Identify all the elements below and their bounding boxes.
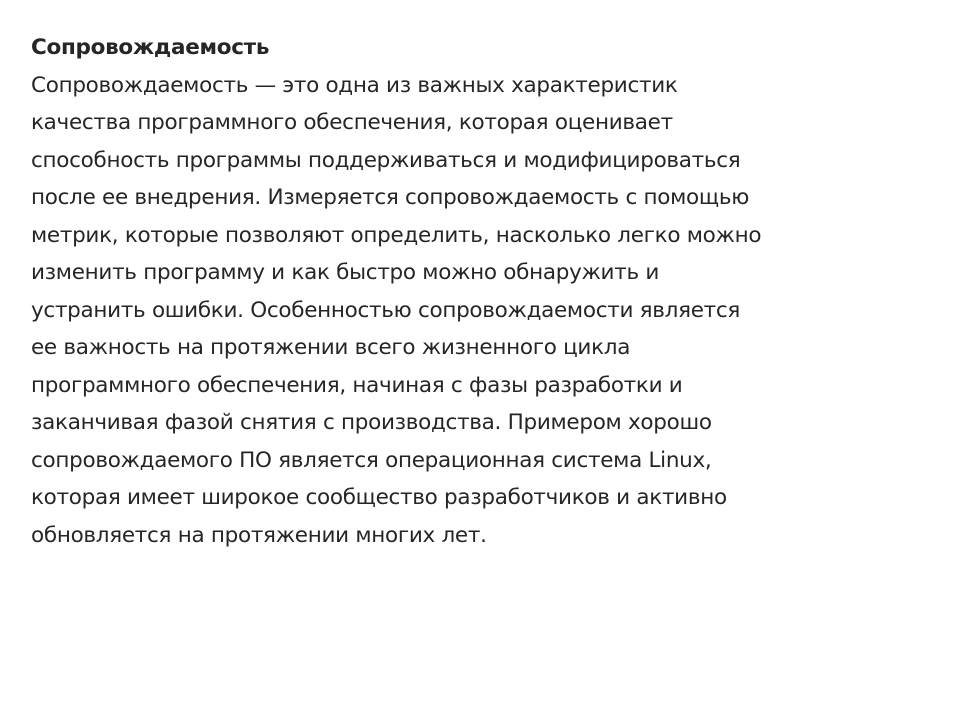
paragraph-line: способность программы поддерживаться и модифицироваться [31, 147, 741, 173]
paragraph-line: обновляется на протяжении многих лет. [31, 522, 487, 548]
paragraph-line: заканчивая фазой снятия с производства. Примером хорошо [31, 410, 712, 435]
paragraph-line: Сопровождаемость — это одна из важных характеристик [31, 72, 678, 98]
text-block [31, 29, 931, 554]
paragraph-line: устранить ошибки. Особенностью сопровождаемости является [31, 297, 741, 323]
paragraph-line: программного обеспечения, начиная с фазы разработки и [31, 372, 683, 398]
paragraph-line: которая имеет широкое сообщество разработчиков и активно [31, 485, 727, 510]
heading: Сопровождаемость [31, 35, 270, 60]
paragraph [31, 67, 931, 555]
paragraph-line: ее важность на протяжении всего жизненного цикла [31, 335, 631, 360]
paragraph-line: метрик, которые позволяют определить, насколько легко можно [31, 222, 762, 248]
paragraph-line: качества программного обеспечения, которая оценивает [31, 110, 673, 135]
paragraph-line: после ее внедрения. Измеряется сопровождаемость с помощью [31, 185, 750, 210]
paragraph-line: изменить программу и как быстро можно обнаружить и [31, 260, 660, 285]
paragraph-line: сопровождаемого ПО является операционная система Linux, [31, 447, 712, 473]
